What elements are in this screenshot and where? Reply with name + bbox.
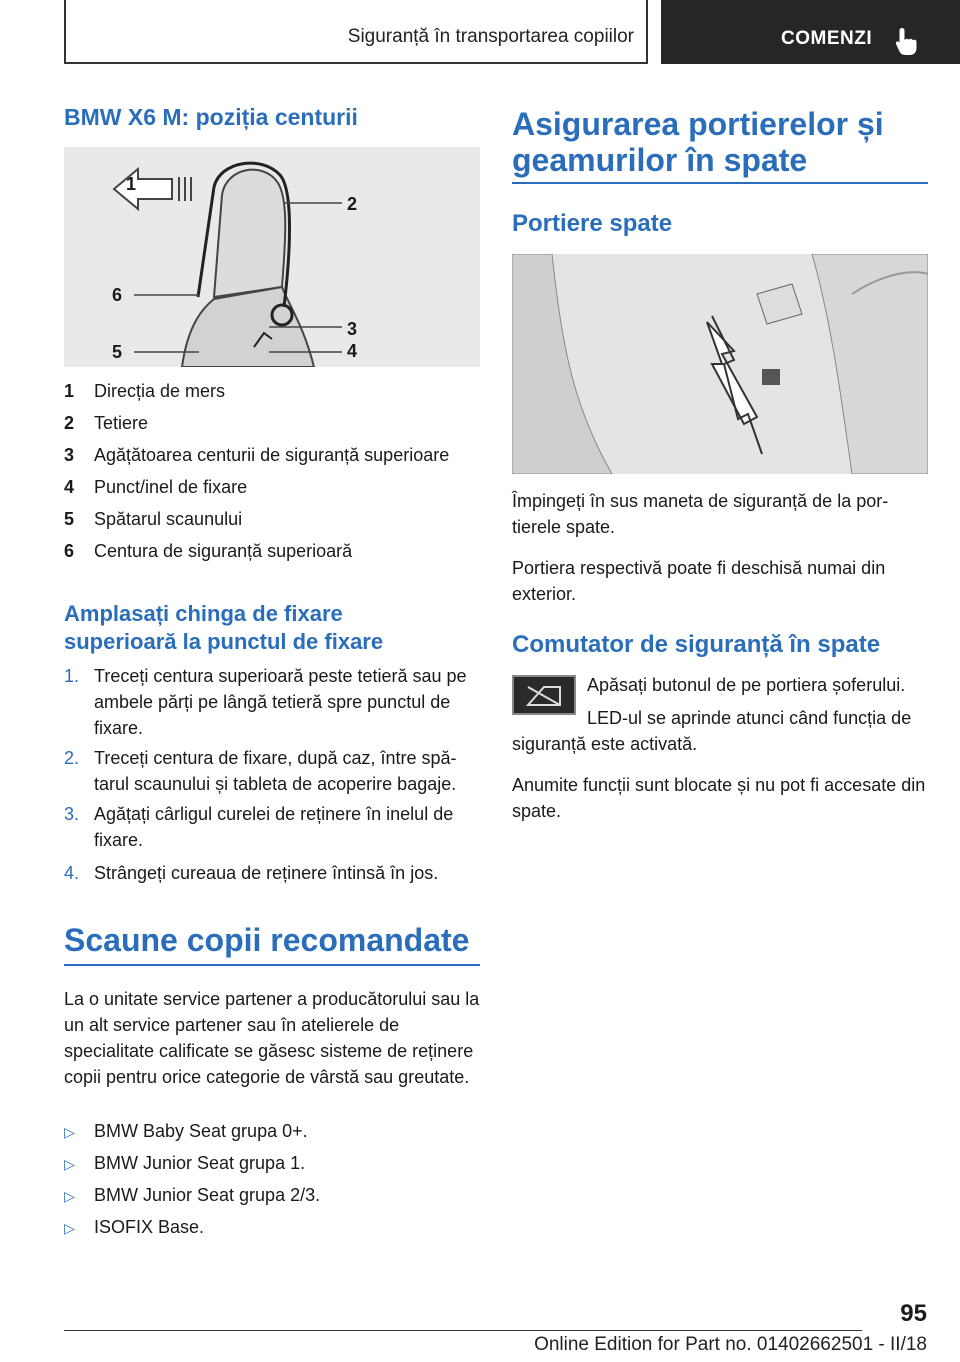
rear-doors-paragraph-2: Portiera respectivă poate fi deschisă numai din exterior. (512, 558, 886, 604)
header-chapter-tab[interactable] (661, 0, 960, 64)
hand-pointer-icon (893, 26, 921, 56)
callout-3: 3 (347, 319, 358, 339)
triangle-bullet-icon: ▷ (64, 1124, 75, 1140)
triangle-bullet-icon: ▷ (64, 1188, 75, 1204)
heading-secure-doors-line1: Asigurarea portierelor și (512, 106, 884, 142)
heading-place-strap-line1: Amplasați chinga de fixare (64, 601, 343, 626)
heading-underline (64, 964, 480, 966)
header-section-title: Siguranță în transportarea copiilor (347, 26, 634, 47)
direction-arrow-icon (114, 169, 172, 209)
page-number: 95 (900, 1300, 927, 1327)
heading-underline (512, 182, 928, 184)
callout-5: 5 (112, 342, 123, 362)
step-item: 4. Strângeți cureaua de reținere întinsă în jos. (64, 863, 439, 883)
recommended-paragraph: La o unitate service partener a producătorului sau la un alt service partener sau în atelierele de specialitate calificate se găsesc sisteme de reținere copii pentru orice categorie de vârstă sau greutate. (64, 989, 480, 1087)
step-item: 3. Agățați cârligul curelei de reținere în inelul de fixare. (64, 804, 454, 850)
rear-door-lever-image (512, 254, 928, 474)
rear-doors-paragraph-1: Împingeți în sus maneta de siguranță de la portierele spate. (512, 491, 889, 537)
callout-6: 6 (112, 285, 123, 305)
seat-belt-diagram (64, 147, 480, 367)
switch-instruction: Apăsați butonul de pe portiera șoferului. (587, 675, 906, 695)
header-chapter-label: COMENZI (781, 28, 873, 49)
heading-recommended-seats: Scaune copii recomandate (64, 922, 470, 958)
heading-secure-doors-line2: geamurilor în spate (512, 142, 808, 178)
heading-belt-position: BMW X6 M: poziția centurii (64, 104, 358, 130)
step-item: 1. Treceți centura superioară peste tetieră sau pe ambele părți pe lângă tetieră spre punctul de fixare. (64, 666, 467, 738)
triangle-bullet-icon: ▷ (64, 1220, 75, 1236)
callout-1: 1 (126, 174, 137, 194)
heading-rear-doors: Portiere spate (512, 210, 673, 237)
callout-4: 4 (347, 341, 358, 361)
switch-blocked-paragraph: Anumite funcții sunt blocate și nu pot fi accesate din spate. (512, 775, 926, 821)
heading-place-strap-line2: superioară la punctul de fixare (64, 629, 384, 654)
step-item: 2. Treceți centura de fixare, după caz, între spătarul scaunului și tableta de acoperire bagaje. (64, 748, 457, 794)
rear-door-illustration (512, 254, 928, 474)
triangle-bullet-icon: ▷ (64, 1156, 75, 1172)
switch-led-description: LED-ul se aprinde atunci când funcția de siguranță este activată. (512, 708, 912, 754)
safety-lever (762, 369, 780, 385)
heading-rear-safety-switch: Comutator de siguranță în spate (512, 631, 881, 658)
header-section-box (64, 0, 648, 64)
footer-divider (64, 1330, 862, 1331)
callout-2: 2 (347, 194, 358, 214)
footer-edition-text: Online Edition for Part no. 01402662501 - II/18 (534, 1334, 927, 1355)
